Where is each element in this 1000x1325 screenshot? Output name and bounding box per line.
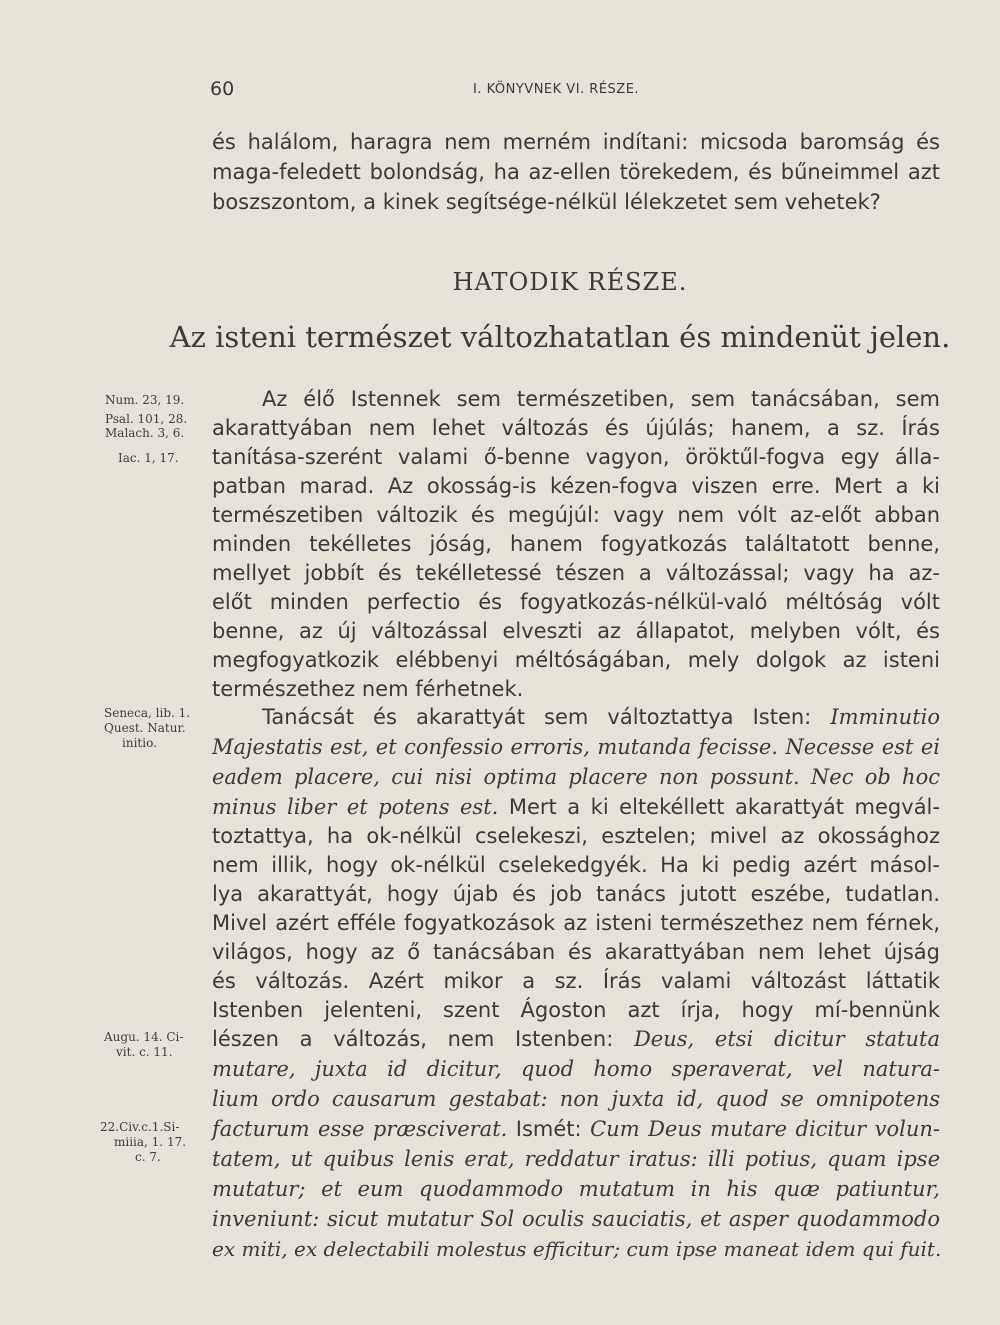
chapter-subtitle: Az isteni természet változhatatlan és mindenüt jelen.: [169, 320, 951, 354]
margin-note: Malach. 3, 6.: [105, 426, 185, 440]
text-line: patban marad. Az okosság-is kézen-fogva viszen erre. Mert a ki: [212, 474, 940, 498]
latin-line: lium ordo causarum gestabat: non juxta id, quod se omnipotens: [212, 1087, 940, 1111]
chapter-title: HATODIK RÉSZE.: [452, 268, 688, 296]
text-line: nem illik, hogy ok-nélkül cselekedgyék. Ha ki pedig azért másol-: [212, 853, 940, 877]
latin-line: ex miti, ex delectabili molestus efficitur; cum ipse maneat idem qui fuit.: [212, 1237, 942, 1261]
running-head: I. KÖNYVNEK VI. RÉSZE.: [473, 82, 640, 97]
margin-note: Iac. 1, 17.: [118, 451, 179, 465]
roman-text: lészen a változás, nem Istenben:: [212, 1027, 634, 1051]
latin-text: Imminutio: [830, 705, 940, 729]
text-line: [212, 793, 940, 821]
text-line: Istenben jelenteni, szent Ágoston azt írja, hogy mí-bennünk: [212, 998, 940, 1022]
margin-note: Num. 23, 19.: [105, 393, 185, 407]
roman-text: Ismét:: [507, 1117, 591, 1141]
margin-note: Augu. 14. Ci-: [104, 1030, 184, 1044]
latin-line: tatem, ut quibus lenis erat, reddatur iratus: illi potius, quam ipse: [212, 1147, 940, 1171]
text-line: tanítása-szerént valami ő-benne vagyon, öröktűl-fogva egy álla-: [212, 445, 940, 469]
latin-line: Majestatis est, et confessio erroris, mutanda fecisse. Necesse est ei: [212, 735, 940, 759]
page-number: 60: [210, 78, 235, 100]
text-line: [212, 1025, 940, 1053]
text-line: lya akarattyát, hogy újab és job tanács jutott eszébe, tudatlan.: [212, 882, 940, 906]
latin-text: Deus, etsi dicitur statuta: [633, 1027, 940, 1051]
margin-note: Seneca, lib. 1.: [104, 706, 191, 720]
margin-note: vit. c. 11.: [116, 1045, 173, 1059]
text-line: megfogyatkozik elébbenyi méltóságában, mely dolgok az isteni: [212, 648, 940, 672]
text-line: mellyet jobbít és tekélletessé tészen a változással; vagy ha az-: [212, 561, 940, 585]
text-line: minden tekélletes jóság, hanem fogyatkozás találtatott benne,: [212, 532, 940, 556]
text-line: előt minden perfectio és fogyatkozás-nélkül-való méltóság vólt: [212, 590, 940, 614]
latin-line: mutatur; et eum quodammodo mutatum in his quæ patiuntur,: [212, 1177, 940, 1201]
text-line: világos, hogy az ő tanácsában és akarattyában nem lehet újság: [212, 940, 940, 964]
text-line: [212, 1115, 940, 1143]
margin-note: 22.Civ.c.1.Si-: [100, 1120, 180, 1134]
text-line: toztattya, ha ok-nélkül cselekeszi, esztelen; mivel az okossághoz: [212, 824, 940, 848]
latin-line: inveniunt: sicut mutatur Sol oculis sauciatis, et asper quodammodo: [212, 1207, 940, 1231]
text-line: és változás. Azért mikor a sz. Írás valami változást láttatik: [212, 969, 940, 993]
text-line: és halálom, haragra nem merném indítani: micsoda baromság és: [212, 130, 940, 154]
latin-text: minus liber et potens est.: [212, 795, 499, 819]
text-line: benne, az új változással elveszti az állapatot, melyben vólt, és: [212, 619, 940, 643]
page-header: [0, 78, 1000, 104]
margin-note: Psal. 101, 28.: [105, 412, 188, 426]
text-line: [262, 703, 940, 731]
text-line: Az élő Istennek sem természetiben, sem tanácsában, sem: [262, 387, 940, 411]
roman-text: Mert a ki eltekéllett akarattyát megvál-: [498, 795, 940, 819]
text-line: akarattyában nem lehet változás és újúlás; hanem, a sz. Írás: [212, 416, 940, 440]
roman-text: Tanácsát és akarattyát sem változtattya Isten:: [262, 705, 831, 729]
latin-text: facturum esse præsciverat.: [212, 1117, 508, 1141]
text-line: természetiben változik és megújúl: vagy nem vólt az-előt abban: [212, 503, 940, 527]
text-line: természethez nem férhetnek.: [212, 677, 524, 701]
margin-note: Quest. Natur.: [104, 721, 186, 735]
margin-note: miiia, 1. 17.: [114, 1135, 187, 1149]
latin-line: mutare, juxta id dicitur, quod homo speraverat, vel natura-: [212, 1057, 940, 1081]
margin-note: c. 7.: [135, 1150, 161, 1164]
text-line: maga-feledett bolondság, ha az-ellen törekedem, és bűneimmel azt: [212, 160, 940, 184]
text-line: boszszontom, a kinek segítsége-nélkül lélekzetet sem vehetek?: [212, 190, 881, 214]
text-line: Mivel azért efféle fogyatkozások az isteni természethez nem férnek,: [212, 911, 940, 935]
latin-line: eadem placere, cui nisi optima placere non possunt. Nec ob hoc: [212, 765, 940, 789]
latin-text: Cum Deus mutare dicitur volun-: [590, 1117, 940, 1141]
margin-note: initio.: [122, 736, 157, 750]
